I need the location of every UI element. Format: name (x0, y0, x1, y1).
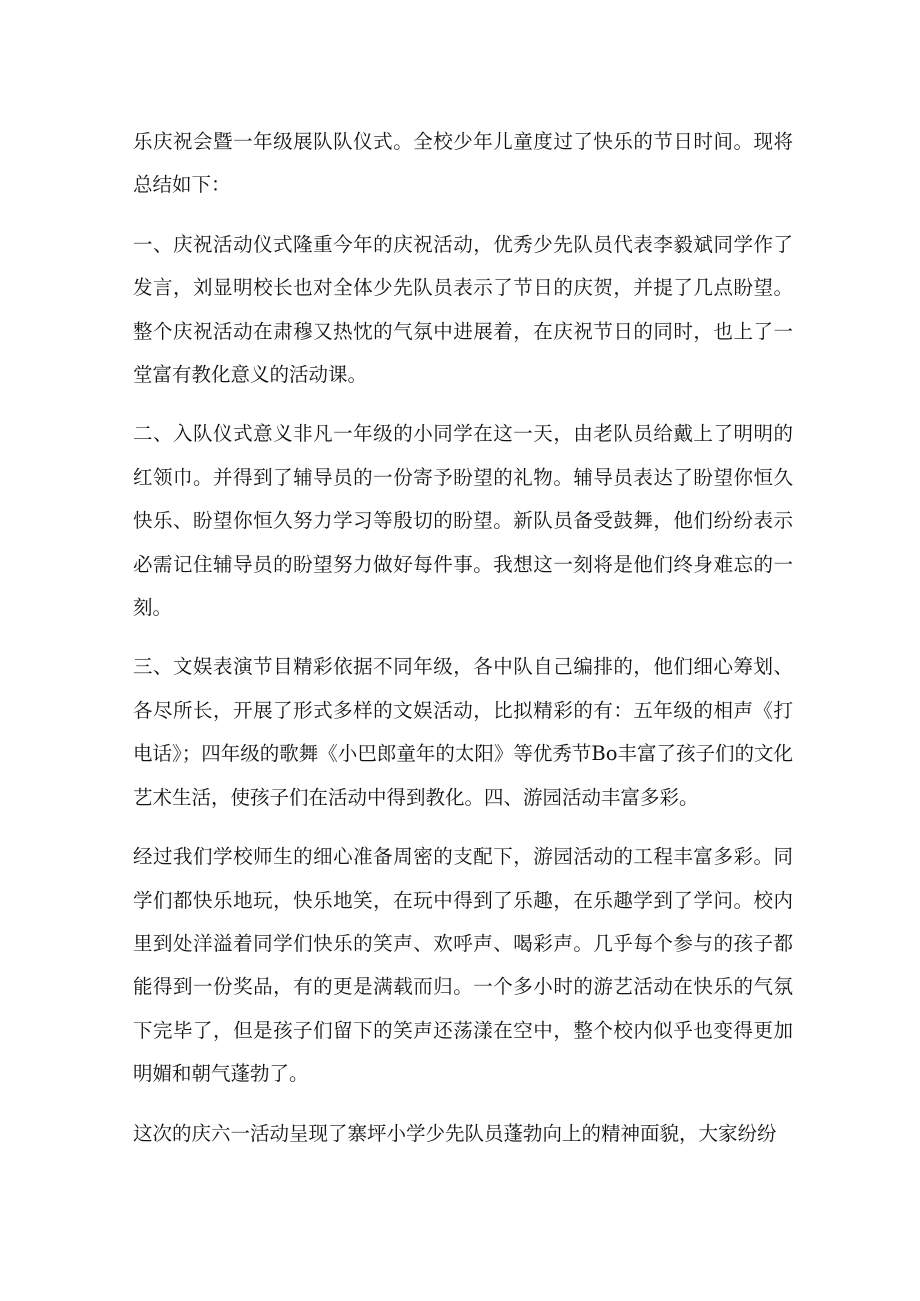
paragraph-conclusion: 这次的庆六一活动呈现了寨坪小学少先队员蓬勃向上的精神面貌，大家纷纷 (133, 1121, 777, 1145)
paragraph-section-1: 一、庆祝活动仪式隆重今年的庆祝活动，优秀少先队员代表李毅斌同学作了发言，刘显明校长也对全体少先队员表示了节日的庆贺，并提了几点盼望。整个庆祝活动在肃穆又热忱的气氛中进展着，在庆祝节日的同时，也上了一堂富有教化意义的活动课。 (133, 232, 793, 387)
paragraph-intro: 乐庆祝会暨一年级展队队仪式。全校少年儿童度过了快乐的节日时间。现将总结如下： (133, 130, 793, 197)
document-body (133, 120, 793, 1155)
paragraph-section-3: 三、文娱表演节目精彩依据不同年级，各中队自己编排的，他们细心筹划、各尽所长，开展了形式多样的文娱活动，比拟精彩的有：五年级的相声《打电话》；四年级的歌舞《小巴郎童年的太阳》等优秀节Bo丰富了孩子们的文化艺术生活，使孩子们在活动中得到教化。四、游园活动丰富多彩。 (133, 655, 793, 809)
paragraph-section-2: 二、入队仪式意义非凡一年级的小同学在这一天，由老队员给戴上了明明的红领巾。并得到了辅导员的一份寄予盼望的礼物。辅导员表达了盼望你恒久快乐、盼望你恒久努力学习等殷切的盼望。新队员备受鼓舞，他们纷纷表示必需记住辅导员的盼望努力做好每件事。我想这一刻将是他们终身难忘的一刻。 (133, 422, 793, 620)
paragraph-section-4: 经过我们学校师生的细心准备周密的支配下，游园活动的工程丰富多彩。同学们都快乐地玩，快乐地笑，在玩中得到了乐趣，在乐趣学到了学问。校内里到处洋溢着同学们快乐的笑声、欢呼声、喝彩声。几乎每个参与的孩子都能得到一份奖品，有的更是满载而归。一个多小时的游艺活动在快乐的气氛下完毕了，但是孩子们留下的笑声还荡漾在空中，整个校内似乎也变得更加明媚和朝气蓬勃了。 (133, 845, 793, 1086)
